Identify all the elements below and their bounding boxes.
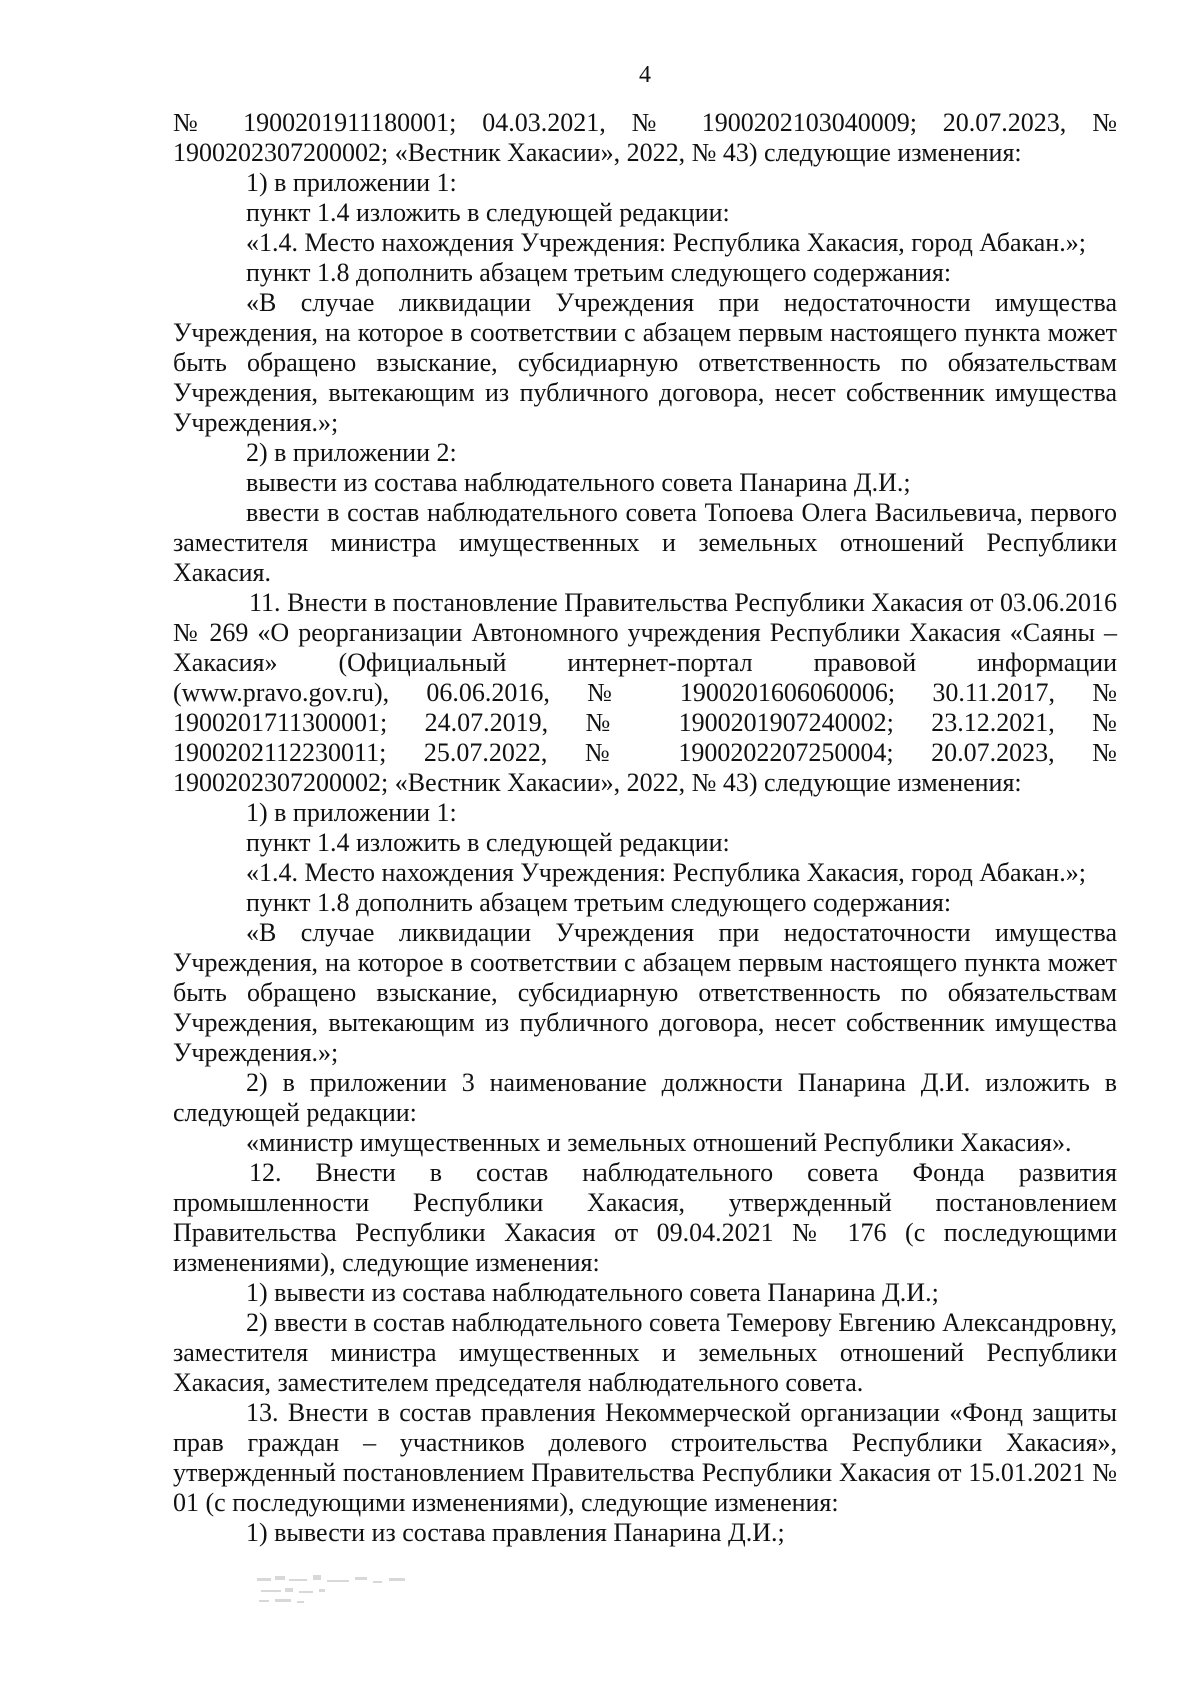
paragraph: 2) в приложении 3 наименование должности Панарина Д.И. изложить в следующей редакции:	[173, 1068, 1117, 1127]
paragraph: 1) в приложении 1:	[246, 798, 457, 827]
paragraph: пункт 1.4 изложить в следующей редакции:	[246, 828, 730, 857]
paragraph: «В случае ликвидации Учреждения при недостаточности имущества Учреждения, на которое в соответствии с абзацем первым настоящего пункта может быть обращено взыскание, субсидиарную ответственность по обязательствам Учреждения, вытекающим из публичного договора, несет собственник имущества Учреждения.»;	[173, 288, 1117, 437]
paragraph: 2) в приложении 2:	[246, 438, 457, 467]
paragraph: 11. Внести в постановление Правительства Республики Хакасия от 03.06.2016 № 269 «О реорганизации Автономного учреждения Республики Хакасия «Саяны – Хакасия» (Официальный интернет-портал правовой информации (www.pravo.gov.ru), 06.06.2016, № 1900201606060006; 30.11.2017, № 1900201711300001; 24.07.2019, № 1900201907240002; 23.12.2021, № 1900202112230011; 25.07.2022, № 1900202207250004; 20.07.2023, № 1900202307200002; «Вестник Хакасии», 2022, № 43) следующие изменения:	[173, 588, 1117, 797]
paragraph: «1.4. Место нахождения Учреждения: Республика Хакасия, город Абакан.»;	[246, 228, 1086, 257]
paragraph: ввести в состав наблюдательного совета Топоева Олега Васильевича, первого заместителя министра имущественных и земельных отношений Республики Хакасия.	[173, 498, 1117, 587]
page-number: 4	[639, 62, 651, 88]
paragraph: 12. Внести в состав наблюдательного совета Фонда развития промышленности Республики Хакасия, утвержденный постановлением Правительства Республики Хакасия от 09.04.2021 № 176 (с последующими изменениями), следующие изменения:	[173, 1158, 1117, 1277]
paragraph: 2) ввести в состав наблюдательного совета Темерову Евгению Александровну, заместителя министра имущественных и земельных отношений Республики Хакасия, заместителем председателя наблюдательного совета.	[173, 1308, 1117, 1397]
paragraph: 13. Внести в состав правления Некоммерческой организации «Фонд защиты прав граждан – участников долевого строительства Республики Хакасия», утвержденный постановлением Правительства Республики Хакасия от 15.01.2021 № 01 (с последующими изменениями), следующие изменения:	[173, 1398, 1117, 1517]
paragraph: 1) в приложении 1:	[246, 168, 457, 197]
paragraph: пункт 1.8 дополнить абзацем третьим следующего содержания:	[246, 888, 952, 917]
scan-artifact	[255, 1570, 425, 1610]
paragraph: пункт 1.4 изложить в следующей редакции:	[246, 198, 730, 227]
paragraph: «министр имущественных и земельных отношений Республики Хакасия».	[246, 1128, 1072, 1157]
document-body	[173, 108, 1117, 1548]
paragraph: вывести из состава наблюдательного совета Панарина Д.И.;	[246, 468, 911, 497]
paragraph: «1.4. Место нахождения Учреждения: Республика Хакасия, город Абакан.»;	[246, 858, 1086, 887]
paragraph: № 1900201911180001; 04.03.2021, № 1900202103040009; 20.07.2023, № 1900202307200002; «Вестник Хакасии», 2022, № 43) следующие изменения:	[173, 108, 1117, 167]
paragraph: пункт 1.8 дополнить абзацем третьим следующего содержания:	[246, 258, 952, 287]
paragraph: 1) вывести из состава наблюдательного совета Панарина Д.И.;	[246, 1278, 939, 1307]
paragraph: 1) вывести из состава правления Панарина Д.И.;	[246, 1518, 785, 1547]
paragraph: «В случае ликвидации Учреждения при недостаточности имущества Учреждения, на которое в соответствии с абзацем первым настоящего пункта может быть обращено взыскание, субсидиарную ответственность по обязательствам Учреждения, вытекающим из публичного договора, несет собственник имущества Учреждения.»;	[173, 918, 1117, 1067]
